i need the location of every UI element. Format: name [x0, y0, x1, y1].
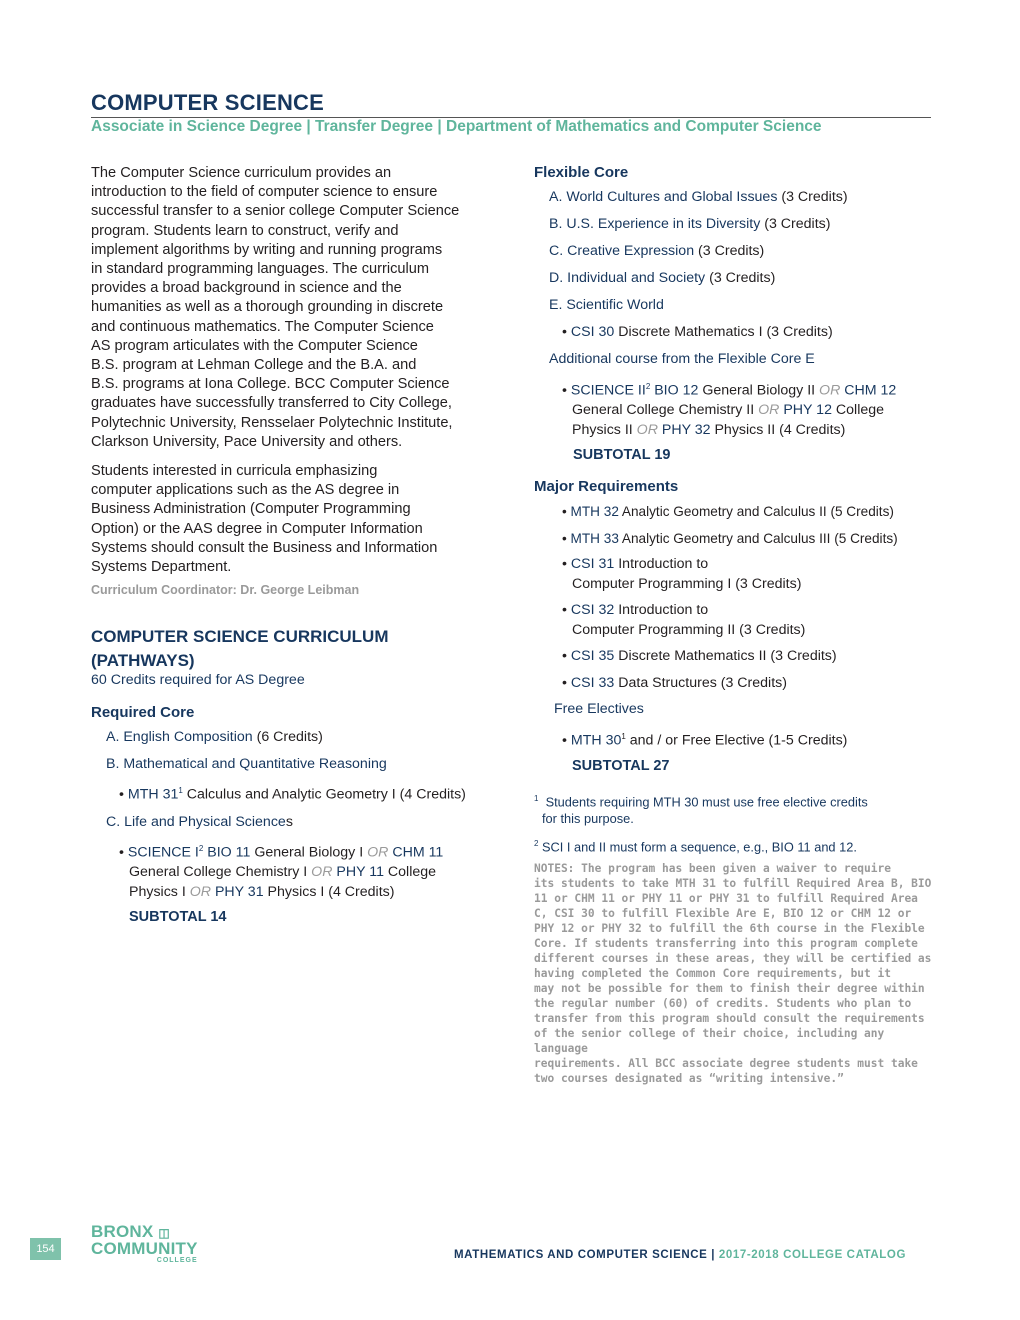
required-core-b: B. Mathematical and Quantitative Reasoning [106, 755, 387, 772]
notes-line: requirements. All BCC associate degree students must take [534, 1056, 918, 1070]
footer-text [454, 1249, 906, 1261]
page-number: 154 [30, 1238, 61, 1260]
major-item: • CSI 33 Data Structures (3 Credits) [562, 674, 787, 691]
course-code: MTH 33 [570, 530, 619, 546]
course-title: Physics I [129, 883, 190, 900]
bullet-line-3 [129, 883, 491, 903]
notes-line: its students to take MTH 31 to fulfill Required Area B, BIO [534, 876, 932, 890]
required-core-title: Required Core [91, 704, 195, 722]
required-core-list [106, 728, 491, 925]
notes-line: Core. If students transferring into this program complete [534, 936, 918, 950]
curriculum-coordinator: Curriculum Coordinator: Dr. George Leibman [91, 583, 360, 598]
required-core-subtotal: SUBTOTAL 14 [129, 909, 227, 926]
footnote-1-line-2: for this purpose. [542, 811, 634, 827]
flexible-core-b [549, 215, 944, 235]
text-line: B.S. program at Lehman College and the B.A. and [91, 357, 417, 374]
item-credits: (3 Credits) [694, 243, 765, 259]
footnote-mark: 2 [534, 839, 539, 849]
text-line: Systems should consult the Business and Information [91, 539, 438, 556]
major-requirements-list [554, 502, 944, 774]
notes-line: the regular number (60) of credits. Students who plan to [534, 996, 912, 1010]
notes-line: two courses designated as “writing intensive.” [534, 1071, 844, 1085]
bullet-line-1: • CSI 31 Introduction to [562, 556, 709, 573]
right-column [534, 164, 944, 1086]
building-icon: ◫ [158, 1226, 170, 1240]
footnote-mark: 1 [534, 793, 539, 803]
item-label: A. English Composition [106, 729, 253, 746]
course-title: Data Structures (3 Credits) [614, 674, 787, 691]
left-column [91, 164, 491, 925]
course-code: CHM 11 [388, 844, 444, 861]
footnote-ref: 2 [645, 382, 651, 391]
flexible-core-subtotal: SUBTOTAL 19 [573, 447, 671, 464]
page-title: COMPUTER SCIENCE [91, 90, 931, 118]
or-text: OR [189, 883, 211, 900]
item-credits: (3 Credits) [760, 216, 831, 232]
flexible-core-e: E. Scientific World [549, 297, 664, 313]
course-code: PHY 31 [211, 883, 264, 900]
logo-line-2: COMMUNITY [91, 1239, 198, 1258]
course-code: PHY 12 [779, 402, 832, 419]
course-title: General Biology I [250, 844, 368, 861]
major-item [562, 555, 944, 594]
flexible-core-d [549, 269, 944, 289]
notes-line: may not be possible for them to finish their degree within [534, 981, 925, 995]
course-code: PHY 11 [332, 864, 384, 881]
footnote-2 [534, 835, 944, 855]
item-label-end: s [285, 813, 293, 830]
course-title: College [383, 864, 437, 881]
text-line: humanities as well as a thorough grounding in discrete [91, 299, 444, 316]
free-electives-item: • MTH $30^1$ and / or Free Elective (1-5 Credits) [562, 731, 848, 749]
notes-line: C, CSI 30 to fulfill Flexible Are E, BIO 12 or CHM 12 or [534, 906, 912, 920]
flexible-core-additional: Additional course from the Flexible Core E [549, 351, 815, 367]
notes-line: having completed the Common Core requirements, but it [534, 966, 891, 980]
course-title: Introduction to [614, 556, 709, 573]
footnote-1-line-1 [534, 790, 944, 810]
text-line: Option) or the AAS degree in Computer Information [91, 520, 423, 537]
item-label: C. Life and Physical Science [106, 813, 286, 830]
notes-line: different courses in these areas, they will be certified as [534, 951, 932, 965]
text-line: B.S. programs at Iona College. BCC Computer Science [91, 376, 450, 393]
flexible-core-additional-bullet [562, 377, 944, 440]
major-subtotal: SUBTOTAL 27 [572, 757, 670, 774]
footer-separator: | [707, 1249, 719, 1261]
course-title: and / or Free Elective (1-5 Credits) [625, 732, 848, 749]
item-credits: (6 Credits) [252, 729, 323, 746]
course-code: SCIENCE II [570, 382, 646, 399]
footnote-ref: 2 [198, 844, 204, 853]
text-line: provides a broad background in science and the [91, 280, 402, 297]
course-code: CSI 31 [570, 556, 615, 573]
major-requirements-title: Major Requirements [534, 478, 679, 496]
course-code: MTH 31 [127, 787, 179, 803]
flexible-core-e-bullet: • CSI 30 Discrete Mathematics I (3 Credits) [562, 324, 833, 340]
bullet-line-2 [129, 863, 491, 883]
course-title: Analytic Geometry and Calculus III (5 Credits) [618, 530, 898, 546]
course-code: CSI 32 [570, 602, 615, 619]
notes-line: of the senior college of their choice, including any language [534, 1026, 885, 1055]
course-code: BIO 11 [203, 844, 251, 861]
item-label: B. U.S. Experience in its Diversity [549, 216, 761, 232]
required-core-c [106, 813, 491, 833]
or-text: OR [819, 382, 841, 399]
intro-paragraph-2 [91, 462, 491, 577]
course-code: MTH 32 [570, 504, 619, 520]
notes-line: PHY 12 or PHY 32 to fulfill the 6th course in the Flexible [534, 921, 925, 935]
footnote-text: Students requiring MTH 30 must use free elective credits [545, 794, 868, 810]
course-title: Physics II [572, 421, 637, 438]
major-item: • MTH 33 Analytic Geometry and Calculus III (5 Credits) [562, 530, 898, 546]
bullet-line-2: Computer Programming II (3 Credits) [572, 621, 806, 638]
course-title: General College Chemistry II [572, 402, 759, 419]
flexible-core-title: Flexible Core [534, 164, 629, 181]
course-code: BIO 12 [650, 382, 699, 399]
intro-paragraph-1 [91, 164, 491, 452]
text-line: in standard programming languages. The curriculum [91, 261, 429, 278]
course-code: CSI 30 [570, 324, 615, 340]
footnotes [534, 790, 944, 1086]
course-code: CSI 35 [570, 648, 615, 665]
course-title: Calculus and Analytic Geometry I (4 Credits) [182, 787, 466, 803]
footnote-ref: 1 [178, 786, 183, 796]
or-text: OR [367, 844, 389, 861]
course-code: CSI 33 [570, 674, 615, 691]
item-credits: (3 Credits) [705, 270, 776, 286]
item-label: C. Creative Expression [549, 243, 695, 259]
footer-catalog: 2017-2018 COLLEGE CATALOG [718, 1249, 907, 1261]
item-credits: (3 Credits) [777, 189, 848, 205]
bullet-line-1: • SCIENCE $I^2$ BIO 11 General Biology I OR CHM 11 [119, 844, 444, 861]
required-core-c-bullet [119, 839, 491, 902]
text-line: graduates have successfully transferred to City College, [91, 395, 452, 412]
text-line: Systems Department. [91, 559, 232, 576]
bullet-line-1: • CSI 32 Introduction to [562, 602, 709, 619]
notes-line: 11 or CHM 11 or PHY 11 or PHY 31 to fulfill Required Area [534, 891, 918, 905]
curriculum-heading [91, 625, 491, 673]
text-line: Students interested in curricula emphasizing [91, 463, 378, 480]
item-label: D. Individual and Society [549, 270, 706, 286]
course-title: Analytic Geometry and Calculus II (5 Credits) [618, 504, 894, 520]
item-label: A. World Cultures and Global Issues [549, 189, 778, 205]
course-title: General Biology II [698, 382, 820, 399]
required-core-b-bullet: • MTH $31^1$ Calculus and Analytic Geometry I (4 Credits) [119, 786, 466, 803]
text-line: introduction to the field of computer science to ensure [91, 184, 438, 201]
text-line: AS program articulates with the Computer Science [91, 337, 418, 354]
free-electives-label: Free Electives [554, 701, 644, 718]
course-title: Discrete Mathematics II (3 Credits) [614, 648, 837, 665]
course-code: SCIENCE I [127, 844, 199, 861]
bullet-line-1: • SCIENCE $II^2$ BIO 12 General Biology II OR CHM 12 [562, 382, 897, 399]
flexible-core-c [549, 242, 944, 262]
logo-text: BRONX [91, 1222, 154, 1241]
text-line: Clarkson University, Pace University and others. [91, 433, 403, 450]
course-code: CHM 12 [840, 382, 897, 399]
bullet-line-3 [572, 421, 944, 441]
course-title: Introduction to [614, 602, 709, 619]
text-line: implement algorithms by writing and running programs [91, 241, 443, 258]
course-code: MTH 30 [570, 732, 622, 749]
page-subtitle: Associate in Science Degree | Transfer Degree | Department of Mathematics and Computer Science [91, 118, 822, 135]
bcc-logo [91, 1224, 198, 1265]
credits-required: 60 Credits required for AS Degree [91, 672, 305, 689]
bullet-line-2 [572, 401, 944, 421]
footnote-text: SCI I and II must form a sequence, e.g., BIO 11 and 12. [542, 839, 857, 855]
text-line: program. Students learn to construct, verify and [91, 222, 399, 239]
major-item: • CSI 35 Discrete Mathematics II (3 Credits) [562, 648, 837, 665]
course-title: College [831, 402, 885, 419]
curriculum-heading-line1: COMPUTER SCIENCE CURRICULUM [91, 627, 389, 647]
or-text: OR [636, 421, 658, 438]
course-title: General College Chemistry I [129, 864, 312, 881]
text-line: computer applications such as the AS degree in [91, 482, 400, 499]
flexible-core-a [549, 188, 944, 208]
course-title: Physics II (4 Credits) [710, 421, 846, 438]
notes-line: transfer from this program should consult the requirements [534, 1011, 925, 1025]
course-title: Discrete Mathematics I (3 Credits) [614, 324, 833, 340]
curriculum-heading-line2: (PATHWAYS) [91, 651, 195, 671]
text-line: successful transfer to a senior college Computer Science [91, 203, 460, 220]
or-text: OR [758, 402, 780, 419]
text-line: The Computer Science curriculum provides an [91, 165, 392, 181]
logo-line-3: COLLEGE [156, 1257, 198, 1264]
footnote-1 [534, 790, 944, 827]
notes-line: NOTES: The program has been given a waiver to require [534, 861, 891, 875]
footnote-ref: 1 [621, 731, 626, 741]
text-line: Business Administration (Computer Programming [91, 501, 411, 518]
text-line: Polytechnic University, Rensselaer Polytechnic Institute, [91, 414, 453, 431]
notes-block [534, 861, 944, 1086]
course-title: Physics I (4 Credits) [263, 883, 395, 900]
footer-dept: MATHEMATICS AND COMPUTER SCIENCE [454, 1249, 708, 1261]
text-line: and continuous mathematics. The Computer Science [91, 318, 434, 335]
or-text: OR [311, 864, 333, 881]
flexible-core-list [549, 188, 944, 463]
bullet-line-2: Computer Programming I (3 Credits) [572, 575, 802, 592]
required-core-a [106, 728, 491, 748]
course-code: PHY 32 [657, 421, 711, 438]
major-item [562, 601, 944, 640]
major-item: • MTH 32 Analytic Geometry and Calculus II (5 Credits) [562, 504, 894, 520]
